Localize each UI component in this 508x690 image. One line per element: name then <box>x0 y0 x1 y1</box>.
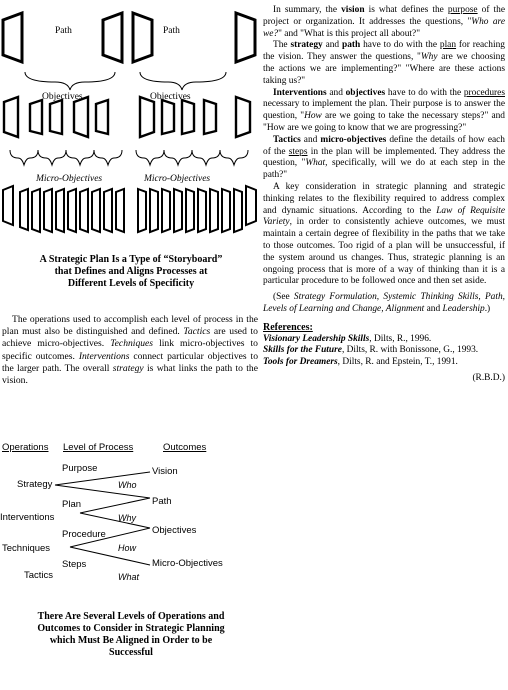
right-column <box>263 5 505 385</box>
see-also-links[interactable]: Strategy Formulation, Systemic Thinking Skills, Path, Levels of Learning and Change, Alignment <box>263 292 505 314</box>
text-span: link micro-objectives to specific outcomes. <box>2 338 258 362</box>
path-frame-2 <box>103 13 122 62</box>
text-span: have to do with the <box>360 40 440 51</box>
see-also <box>263 292 505 316</box>
text-span: Why <box>420 52 438 63</box>
vision-term: vision <box>341 5 365 15</box>
path-label-1: Path <box>55 26 72 36</box>
objectives-label-2: Objectives <box>150 92 191 102</box>
text-span: is what defines the <box>364 5 448 15</box>
reference-3 <box>263 357 505 369</box>
micro-objectives-label-1: Micro-Objectives <box>36 174 103 184</box>
text-span: What <box>305 158 326 169</box>
text-span: and <box>326 87 346 98</box>
micro-objectives-label-2: Micro-Objectives <box>144 174 211 184</box>
text-span: The <box>273 40 291 51</box>
operation-strategy: Strategy <box>17 479 53 490</box>
brace-path-1 <box>25 72 115 90</box>
tactics-term: Tactics <box>183 326 211 338</box>
text-span: (See <box>273 292 294 303</box>
text-span: and <box>322 40 342 51</box>
references-heading: References: <box>263 321 313 333</box>
text-span: " and "What is this project all about?" <box>278 28 421 39</box>
text-span: , Dilts, R. and Epstein, T., 1991. <box>337 357 458 368</box>
text-span: The operations used to accomplish each level of process in the plan must also be distinguished and defined. <box>2 314 258 338</box>
brace-path-2 <box>140 72 226 90</box>
outcome-micro-objectives: Micro-Objectives <box>152 558 223 569</box>
text-span: , Dilts, R. with Bonissone, G., 1993. <box>341 345 479 356</box>
summary-paragraph <box>263 5 505 40</box>
flexibility-paragraph <box>263 182 505 288</box>
reference-1 <box>263 334 505 346</box>
caption-line-1: There Are Several Levels of Operations and <box>37 611 225 622</box>
outcome-objectives: Objectives <box>152 525 197 536</box>
micro-braces <box>10 150 248 165</box>
objectives-term: objectives <box>345 87 386 98</box>
path-frame-3 <box>133 13 152 62</box>
text-span: , in order to consistently achieve outcomes, we must maintain a certain degree of flexibility in the paths that we take to those outcomes. Too rigid of a plan will be unsuccessful, if the system around us changes. Thus, strategic planning is an ongoing process that is more of a way of thinking than it is a particular procedure to be followed once and then set aside. <box>263 217 505 287</box>
caption-line-3: which Must Be Aligned in Order to be <box>49 635 213 646</box>
caption-line-1: A Strategic Plan Is a Type of “Storyboard” <box>39 254 223 265</box>
text-span: In summary, the <box>273 5 342 15</box>
levels-caption <box>0 611 262 659</box>
outcome-path: Path <box>152 496 172 507</box>
text-span: , specifically, will we do at each step in the path?" <box>263 158 505 181</box>
text-span: is what links the path to the vision. <box>2 362 258 387</box>
question-why: Why <box>118 513 136 523</box>
text-span: connect particular objectives to the larger path. The overall <box>2 350 258 374</box>
interventions-paragraph <box>263 88 505 135</box>
strategy-paragraph <box>263 40 505 87</box>
path-frame-4 <box>236 13 255 62</box>
strategy-term: strategy <box>290 40 323 51</box>
micro-objectives-term: micro-objectives <box>320 134 387 145</box>
interventions-term: Interventions <box>78 350 130 362</box>
text-span: Who are we? <box>263 16 506 39</box>
level-steps: Steps <box>62 559 87 570</box>
header-outcomes: Outcomes <box>163 442 207 453</box>
text-span: are we going to take the necessary steps?" and "How are we going to know that we are progressing?" <box>263 111 505 133</box>
author-initials: (R.B.D.) <box>472 372 505 383</box>
caption-line-2: Outcomes to Consider in Strategic Planning <box>37 623 225 634</box>
interventions-term: Interventions <box>273 87 327 98</box>
text-span: and <box>424 303 443 314</box>
level-purpose: Purpose <box>62 463 98 474</box>
procedures-term: procedures <box>463 87 505 98</box>
text-span: define the details of how each of the <box>263 134 505 157</box>
text-span: in the plan will be implemented. They address the question, " <box>263 146 505 169</box>
level-procedure: Procedure <box>62 529 106 540</box>
question-how: How <box>118 543 137 553</box>
tactics-paragraph <box>263 135 505 182</box>
text-span: of the project or organization. It addresses the questions, " <box>263 5 505 27</box>
storyboard-figure <box>0 0 262 250</box>
reference-title: Skills for the Future <box>263 345 342 356</box>
header-operations: Operations <box>2 442 49 453</box>
strategy-term: strategy <box>112 362 144 374</box>
reference-title: Visionary Leadership Skills <box>263 333 370 344</box>
tactics-term: Tactics <box>273 134 301 145</box>
caption-line-4: Successful <box>109 647 153 658</box>
storyboard-caption <box>0 254 262 290</box>
operation-tactics: Tactics <box>24 570 54 581</box>
reference-title: Tools for Dreamers <box>263 357 338 368</box>
text-span: and <box>300 134 321 145</box>
operation-techniques: Techniques <box>2 543 51 554</box>
law-of-requisite-variety: Law of Requisite Variety <box>263 205 505 228</box>
steps-term: steps <box>288 146 308 157</box>
operations-paragraph <box>2 314 258 387</box>
question-who: Who <box>118 480 137 490</box>
text-span: are used to achieve micro-objectives. <box>2 326 258 350</box>
reference-2 <box>263 345 505 357</box>
outcome-vision: Vision <box>152 466 178 477</box>
level-plan: Plan <box>62 499 82 510</box>
objective-frames <box>4 97 250 137</box>
text-span: necessary to implement the plan. Their purpose is to answer the question, " <box>263 99 505 122</box>
header-level: Level of Process <box>63 442 134 453</box>
see-also-leadership[interactable]: Leadership <box>442 303 485 314</box>
text-span: , Dilts, R., 1996. <box>369 333 432 344</box>
objectives-label-1: Objectives <box>42 92 83 102</box>
question-what: What <box>118 572 140 582</box>
text-span: for reaching the vision. They answer the questions, " <box>263 40 505 63</box>
techniques-term: Techniques <box>110 338 154 350</box>
text-span: How <box>304 111 322 122</box>
path-label-2: Path <box>163 26 180 36</box>
plan-term: plan <box>439 40 457 51</box>
operation-interventions: Interventions <box>0 512 55 523</box>
path-frame-1 <box>3 13 22 62</box>
path-term: path <box>341 40 361 51</box>
caption-line-2: that Defines and Aligns Processes at <box>54 266 208 277</box>
text-span: .) <box>484 303 491 314</box>
purpose-term: purpose <box>447 5 478 15</box>
text-span: are we choosing the actions we are implementing?" "Where are these actions taking us?" <box>263 52 506 86</box>
text-span: A key consideration in strategic planning and strategic thinking relates to the flexibility required to address complex and dynamic situations. According to the <box>263 181 505 216</box>
micro-objective-frames <box>3 186 256 232</box>
text-span: have to do with the <box>385 87 464 98</box>
caption-line-3: Different Levels of Specificity <box>67 278 195 289</box>
